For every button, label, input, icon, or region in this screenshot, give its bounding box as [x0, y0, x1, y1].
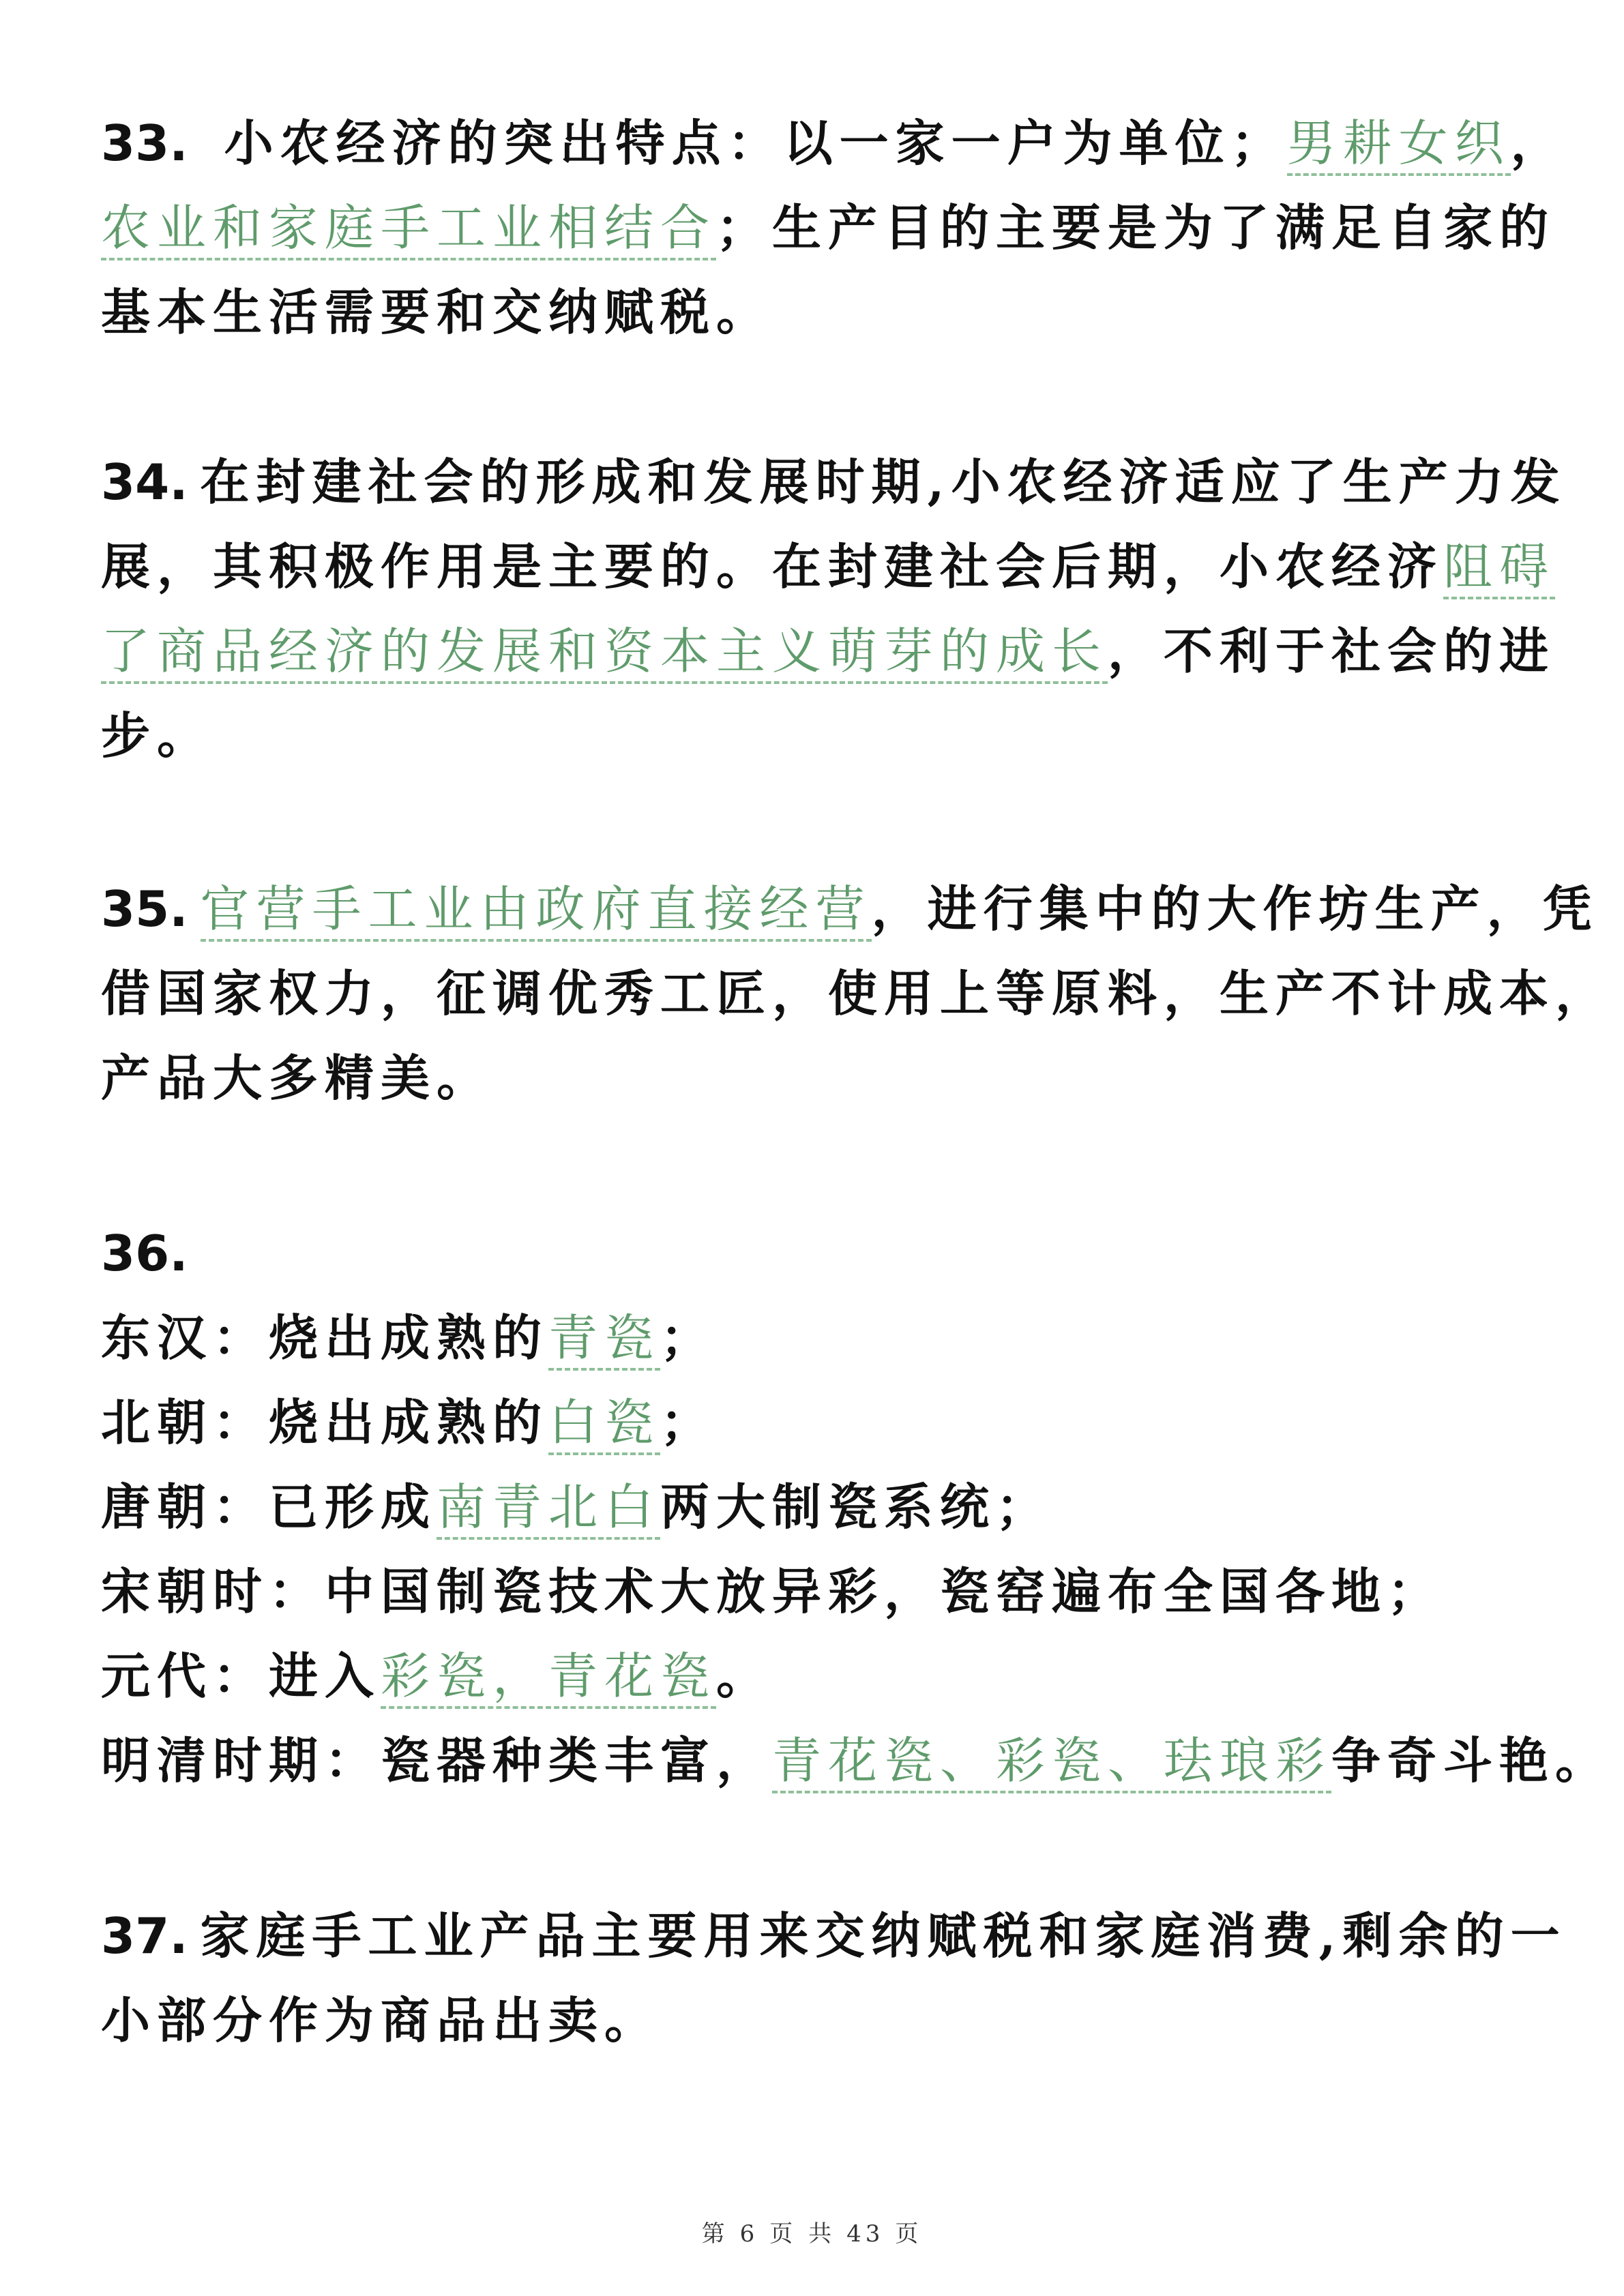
- highlight-answer: 白瓷: [548, 1394, 660, 1455]
- item-34-line-4: [101, 694, 1526, 778]
- footer-prefix: 第: [701, 2220, 729, 2248]
- item-34-line-1: [101, 440, 1567, 524]
- footer-mid: 页 共: [769, 2220, 836, 2248]
- item-34-line-2: [101, 524, 1556, 609]
- footer-suffix: 页: [895, 2220, 923, 2248]
- item-number: 33.: [101, 115, 188, 172]
- item-34: [101, 440, 1567, 778]
- item-37-line-2: [101, 1978, 1526, 2063]
- item-36-number-line: [101, 1211, 1526, 1296]
- highlight-answer: 青瓷: [548, 1309, 660, 1371]
- item-text: ；生产目的主要是为了满足自家的: [716, 198, 1556, 256]
- item-36-line-4: [101, 1549, 1526, 1634]
- item-36-line-1: [101, 1296, 1526, 1380]
- item-33: [101, 101, 1567, 355]
- item-35-line-3: [101, 1036, 1526, 1120]
- item-text: 唐朝：已形成: [101, 1478, 437, 1536]
- item-text: ；: [660, 1309, 717, 1367]
- item-number: 37.: [101, 1907, 188, 1965]
- item-36-line-6: [101, 1718, 1612, 1803]
- item-text: 在封建社会的形成和发展时期,小农经济适应了生产力发: [200, 453, 1567, 511]
- item-text: 。: [716, 1647, 773, 1705]
- item-35: [101, 867, 1612, 1120]
- item-text: 小部分作为商品出卖。: [101, 1991, 661, 2049]
- item-37: [101, 1894, 1567, 2063]
- item-37-line-1: [101, 1894, 1567, 1978]
- item-text: ；: [660, 1393, 717, 1451]
- highlight-answer: 男耕女织: [1287, 115, 1511, 176]
- item-36-line-5: [101, 1634, 1526, 1718]
- item-text: 借国家权力，征调优秀工匠，使用上等原料，生产不计成本，: [101, 964, 1612, 1022]
- item-text: 两大制瓷系统；: [660, 1478, 1052, 1536]
- highlight-answer: 彩瓷，青花瓷: [381, 1648, 716, 1709]
- item-text: 元代：进入: [101, 1647, 381, 1705]
- item-number: 35.: [101, 880, 188, 938]
- item-text: ，: [1510, 114, 1567, 172]
- item-text: 基本生活需要和交纳赋税。: [101, 283, 773, 341]
- highlight-answer: 青花瓷、彩瓷、珐琅彩: [772, 1732, 1331, 1793]
- item-text: 争奇斗艳。: [1331, 1731, 1612, 1789]
- item-text: 北朝：烧出成熟的: [101, 1393, 549, 1451]
- page-number: 6: [739, 2220, 759, 2248]
- item-34-line-3: [101, 609, 1556, 694]
- item-number: 36.: [101, 1225, 188, 1282]
- item-36-line-2: [101, 1380, 1526, 1465]
- item-text: 家庭手工业产品主要用来交纳赋税和家庭消费,剩余的一: [200, 1907, 1567, 1965]
- item-number: 34.: [101, 453, 188, 511]
- item-text: 产品大多精美。: [101, 1049, 493, 1107]
- item-text: 明清时期：瓷器种类丰富，: [101, 1731, 773, 1789]
- highlight-answer: 官营手工业由政府直接经营: [201, 880, 872, 942]
- item-36-line-3: [101, 1465, 1526, 1549]
- highlight-answer: 了商品经济的发展和资本主义萌芽的成长: [101, 623, 1108, 684]
- item-text: 展，其积极作用是主要的。在封建社会后期，小农经济: [101, 537, 1444, 595]
- highlight-answer: 南青北白: [437, 1478, 660, 1540]
- page-footer: [0, 2215, 1624, 2248]
- highlight-answer: 农业和家庭手工业相结合: [101, 199, 716, 260]
- item-33-line-1: [101, 101, 1567, 185]
- item-33-line-3: [101, 270, 1526, 355]
- item-33-line-2: [101, 185, 1556, 270]
- item-text: 东汉：烧出成熟的: [101, 1309, 549, 1367]
- item-35-line-1: [101, 867, 1599, 951]
- item-text: ，进行集中的大作坊生产，凭: [871, 880, 1599, 938]
- item-text: 宋朝时：中国制瓷技术大放异彩，瓷窑遍布全国各地；: [101, 1562, 1444, 1620]
- total-pages: 43: [846, 2220, 885, 2248]
- item-36: [101, 1211, 1612, 1803]
- item-35-line-2: [101, 951, 1612, 1036]
- item-text: ，不利于社会的进: [1108, 622, 1556, 680]
- item-text: 步。: [101, 706, 213, 764]
- highlight-answer: 阻碍: [1443, 538, 1555, 599]
- item-text: 小农经济的突出特点：以一家一户为单位；: [224, 114, 1287, 172]
